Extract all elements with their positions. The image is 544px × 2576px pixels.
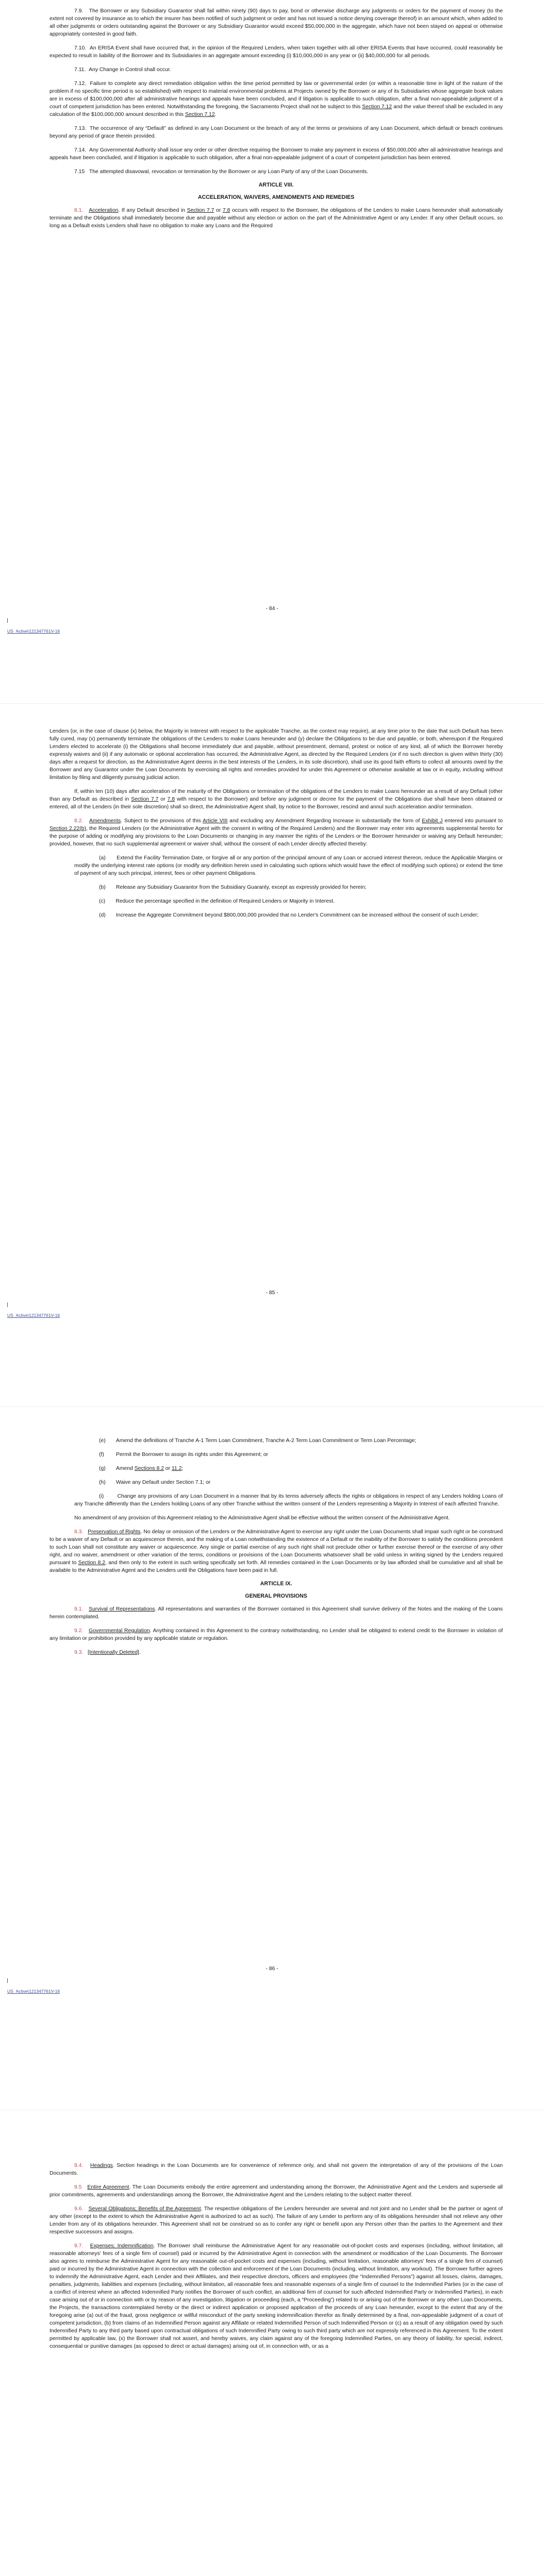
section-title: Acceleration <box>89 208 119 213</box>
clause-8-2-h: (h) Waive any Default under Section 7.1; or <box>99 1480 211 1485</box>
page-number: - 85 - <box>266 1290 278 1296</box>
section-link[interactable]: Section 7.7 <box>187 208 215 213</box>
section-title: Expenses; Indemnification <box>90 2243 154 2249</box>
clause-8-2-e: (e) Amend the definitions of Tranche A-1 Term Loan Commitment, Tranche A-2 Term Loan Commitment or Term Loan Percentage; <box>99 1438 417 1444</box>
section-number: 8.3. <box>74 1529 84 1535</box>
article-9-heading: ARTICLE IX. <box>260 1581 292 1587</box>
section-link[interactable]: 7.8 <box>222 208 230 213</box>
section-9-5: 9.5 Entire Agreement. The Loan Documents embody the entire agreement and understanding among the Borrower, the Administrative Agent and the Lenders and supersede all prior commitments, agreements and understandings among the Borrower, the Administrative Agent and the Lenders relating to the subject matter thereof. <box>50 2184 503 2198</box>
section-title: Amendments <box>89 818 121 824</box>
section-link[interactable]: Section 7.7 <box>131 796 159 802</box>
section-title: Governmental Regulation <box>89 1628 150 1634</box>
page-87 <box>0 2110 544 2576</box>
clause-8-2-f: (f) Permit the Borrower to assign its rights under this Agreement; or <box>99 1452 269 1458</box>
section-number: 9.1. <box>74 1606 84 1612</box>
section-number: 9.5 <box>74 2184 82 2190</box>
section-link[interactable]: Section 7.12 <box>362 104 392 110</box>
section-title: Preservation of Rights <box>88 1529 141 1535</box>
section-9-4: 9.4. Headings. Section headings in the Loan Documents are for convenience of reference only, and shall not govern the interpretation of any of the provisions of the Loan Documents. <box>50 2163 503 2176</box>
section-link[interactable]: 7.8 <box>167 796 175 802</box>
section-9-2: 9.2. Governmental Regulation. Anything contained in this Agreement to the contrary notwithstanding, no Lender shall be obligated to extend credit to the Borrower in violation of any limitation or prohibition provided by any applicable statute or regulation. <box>50 1628 503 1641</box>
section-link[interactable]: Sections 8.2 <box>134 1466 164 1471</box>
section-7-11: 7.11. Any Change in Control shall occur. <box>74 67 171 73</box>
article-8-heading: ARTICLE VIII. <box>258 182 294 188</box>
page-number: - 86 - <box>266 1966 278 1972</box>
section-9-6: 9.6. Several Obligations; Benefits of the Agreement. The respective obligations of the Lenders hereunder are several and not joint and no Lender shall be the partner or agent of any other (except to the extent to which the Administrative Agent is authorized to act as such). The failure of any Lender to perform any of its obligations hereunder shall not relieve any other Lender from any of its obligations hereunder. This Agreement shall not be construed so as to confer any right or benefit upon any Person other than the parties to the Agreement and their respective successors and assigns. <box>50 2206 503 2235</box>
section-link[interactable]: Section 8.2 <box>78 1560 106 1566</box>
section-7-10: 7.10. An ERISA Event shall have occurred that, in the opinion of the Required Lenders, when taken together with all other ERISA Events that have occurred, could reasonably be expected to result in liability of the Borrower and its Subsidiaries in an aggregate amount exceeding (i) $10,000,000 in any year or (ii) $40,000,000 for all periods. <box>50 45 503 59</box>
section-number: 9.4. <box>74 2163 84 2168</box>
section-9-3: 9.3. [Intentionally Deleted]. <box>74 1650 141 1655</box>
document-id[interactable]: US_Active\121347761V-16 <box>7 1313 60 1318</box>
section-7-12: 7.12. Failure to complete any direct remediation obligation within the time period permitted by law or governmental order (or within a reasonable time in light of the nature of the problem if no specific time period is so established) with respect to material environmental problems at Projects owned by the Borrower or any of its Subsidiaries whose aggregate book values are in excess of $100,000,000 after all administrative hearings and appeals have been concluded, and if litigation is applicable to such obligation, after a final non-appealable judgment of a court of competent jurisdiction has been entered. Notwithstanding the foregoing, the Sacramento Project shall not be subject to this Section 7.12 and the value thereof shall be excluded in any calculation of the $100,000,000 amount described in this Section 7.12. <box>50 81 503 117</box>
document-id[interactable]: US_Active\121347761V-16 <box>7 629 60 634</box>
revision-bar <box>7 1978 8 1983</box>
clause-8-2-c: (c) Reduce the percentage specified in the definition of Required Lenders or Majority in Interest. <box>99 899 335 904</box>
section-8-1-rescission: If, within ten (10) days after acceleration of the maturity of the Obligations or termination of the obligations of the Lenders to make Loans hereunder as a result of any Default (other than any Default as described in Section 7.7 or 7.8 with respect to the Borrower) and before any judgment or decree for the payment of the Obligations due shall have been obtained or entered, all of the Lenders (in their sole discretion) shall so direct, the Administrative Agent shall, by notice to the Borrower, rescind and annul such acceleration and/or termination. <box>50 789 503 810</box>
section-link[interactable]: Exhibit J <box>422 818 443 824</box>
section-title: Survival of Representations <box>89 1606 155 1612</box>
section-7-13: 7.13. The occurrence of any “Default” as defined in any Loan Document or the breach of any of the terms or provisions of any Loan Document, which default or breach continues beyond any period of grace therein provided. <box>50 126 503 139</box>
section-7-9: 7.9. The Borrower or any Subsidiary Guarantor shall fail within ninety (90) days to pay, bond or otherwise discharge any judgments or orders for the payment of money (to the extent not covered by insurance as to which the insurer has been notified of such judgment or order and has not issued a notice denying coverage thereof) in an amount which, when added to all other judgments or orders outstanding against the Borrower or any Subsidiary Guarantor would exceed $50,000,000 in the aggregate, which have not been stayed on appeal or otherwise appropriately contested in good faith. <box>50 8 503 37</box>
section-link[interactable]: Section 2.22(b) <box>50 826 86 832</box>
clause-8-2-a: (a) Extend the Facility Termination Date, or forgive all or any portion of the principal amount of any Loan or accrued interest thereon, reduce the Applicable Margins or modify the underlying interest rate options (or modify any definition herein used in calculating such options which would have the effect of modifying such options) or extend the time of payment of any such principal, interest, fees or other payment Obligations. <box>74 855 503 876</box>
section-7-14: 7.14. Any Governmental Authority shall issue any order or other directive requiring the Borrower to make any payment in excess of $50,000,000 after all administrative hearings and appeals have been concluded, and if litigation is applicable to such obligation, after a final non-appealable judgment of a court of competent jurisdiction has been entered. <box>50 147 503 161</box>
clause-8-2-b: (b) Release any Subsidiary Guarantor from the Subsidiary Guaranty, except as expressly provided for herein; <box>99 885 367 890</box>
section-number: 9.6. <box>74 2206 84 2212</box>
section-9-1: 9.1. Survival of Representations. All representations and warranties of the Borrower contained in this Agreement shall survive delivery of the Notes and the making of the Loans herein contemplated. <box>50 1606 503 1620</box>
section-8-3: 8.3. Preservation of Rights. No delay or omission of the Lenders or the Administrative Agent to exercise any right under the Loan Documents shall impair such right or be construed to be a waiver of any Default or an acquiescence therein, and the making of a Loan notwithstanding the existence of a Default or the inability of the Borrower to satisfy the conditions precedent to such Loan shall not constitute any waiver or acquiescence. Any single or partial exercise of any such right shall not preclude other or further exercise thereof or the exercise of any other right, and no waiver, amendment or other variation of the terms, conditions or provisions of the Loan Documents whatsoever shall be valid unless in writing signed by the Lenders required pursuant to Section 8.2, and then only to the extent in such writing specifically set forth. All remedies contained in the Loan Documents or by law afforded shall be cumulative and all shall be available to the Administrative Agent and the Lenders until the Obligations have been paid in full. <box>50 1529 503 1573</box>
section-title: Headings <box>90 2163 113 2168</box>
clause-8-2-i: (i) Change any provisions of any Loan Document in a manner that by its terms adversely affects the rights or obligations in respect of any Lenders holding Loans of any Tranche differently than the Lenders holding Loans of any other Tranche without the written consent of the Lenders representing a Majority in Interest of each affected Tranche. <box>74 1494 503 1507</box>
section-number: 9.7. <box>74 2243 84 2249</box>
article-8-title: ACCELERATION, WAIVERS, AMENDMENTS AND REMEDIES <box>197 194 355 200</box>
section-title: Several Obligations; Benefits of the Agreement <box>88 2206 201 2212</box>
section-8-1-continued: Lenders (or, in the case of clause (x) below, the Majority in Interest with respect to the applicable Tranche, as the context may require), at any time prior to the date that such Default has been fully cured, may (x) permanently terminate the obligations of the Lenders to make Loans hereunder and (y) declare the Obligations to be due and payable, or both, whereupon if the Required Lenders elected to accelerate (i) the Obligations shall become immediately due and payable, without presentment, demand, protest or notice of any kind, all of which the Borrower hereby expressly waives and (ii) if any automatic or optional acceleration has occurred, the Administrative Agent, as directed by the Required Lenders (or if no such direction is given within thirty (30) days after a request for direction, as the Administrative Agent deems in the best interests of the Lenders, in its sole discretion), shall use its good faith efforts to collect all amounts owed by the Borrower and any Guarantor under the Loan Documents by exercising all rights and remedies provided for under this Agreement or otherwise available at law or in equity, including without limitation by filing and diligently pursuing judicial action. <box>50 728 503 781</box>
section-number: 8.2. <box>74 818 84 824</box>
section-8-2: 8.2. Amendments. Subject to the provisions of this Article VIII and excluding any Amendment Regarding Increase in substantially the form of Exhibit J entered into pursuant to Section 2.22(b), the Required Lenders (or the Administrative Agent with the consent in writing of the Required Lenders) and the Borrower may enter into agreements supplemental hereto for the purpose of adding or modifying any provisions to the Loan Documents or changing in any manner the rights of the Lenders or the Borrower hereunder or waiving any Default hereunder; provided, however, that no such supplemental agreement or waiver shall, without the consent of each Lender directly affected thereby: <box>50 818 503 847</box>
article-9-title: GENERAL PROVISIONS <box>245 1593 307 1599</box>
document-id[interactable]: US_Active\121347761V-16 <box>7 1989 60 1994</box>
section-8-1: 8.1. Acceleration. If any Default described in Section 7.7 or 7.8 occurs with respect to the Borrower, the obligations of the Lenders to make Loans hereunder shall automatically terminate and the Obligations shall immediately become due and payable without any election or action on the part of the Administrative Agent or any Lender. If any other Default occurs, so long as a Default exists Lenders shall have no obligation to make any Loans and the Required <box>50 208 503 229</box>
section-number: 9.2. <box>74 1628 84 1634</box>
page-86 <box>0 1406 544 2110</box>
section-9-7: 9.7. Expenses; Indemnification. The Borrower shall reimburse the Administrative Agent for any reasonable out-of-pocket costs and expenses (including, without limitation, all reasonable attorneys' fees of a single firm of counsel) paid or incurred by the Administrative Agent in connection with the amendment or modification of the Loan Documents. The Borrower also agrees to reimburse the Administrative Agent for any reasonable out-of-pocket costs and expenses (including, without limitation, reasonable attorneys' fees of a single firm of counsel) paid or incurred by the Administrative Agent in connection with the collection and enforcement of the Loan Documents (including, without limitation, any workout). The Borrower further agrees to indemnify the Administrative Agent, each Lender and their Affiliates, and their respective directors, officers and employees (the “Indemnified Persons”) against all losses, claims, damages, penalties, judgments, liabilities and expenses (including, without limitation, all reasonable fees and reasonable expenses of a single firm of counsel to the Indemnified Parties (or in the case of a conflict of interest where an affected Indemnified Party notifies the Borrower of such conflict, an additional firm of counsel for such affected Indemnified Party or Indemnified Parties), in each case arising out of or in connection with or by reason of any investigation, litigation or proceeding (each, a “Proceeding”) related to or arising out of the Borrower or any other Loan Documents, the Projects, the transactions contemplated hereby or the direct or indirect application or proposed application of the proceeds of any Loan hereunder, except to the extent that any of the foregoing arise (a) out of the fraud, gross negligence or willful misconduct of the party seeking indemnification therefor as finally determined by a final, non-appealable judgment of a court of competent jurisdiction, (b) from claims of an Indemnified Person against any Affiliate or related Indemnified Person of such Indemnified Person or (c) as a result of any obligation owed by such Indemnified Party to any third party based upon contractual obligations of such Indemnified Party owing to such third party which are not expressly referenced in this Agreement. To the extent permitted by applicable law, (x) the Borrower shall not assert, and hereby waives, any claim against any of the foregoing Indemnified Parties, on any theory of liability, for special, indirect, consequential or punitive damages (as opposed to direct or actual damages) arising out of, in connection with, or as a <box>50 2243 503 2349</box>
section-title: [Intentionally Deleted] <box>88 1650 139 1655</box>
page-84 <box>0 0 544 703</box>
revision-bar <box>7 1302 8 1307</box>
section-link[interactable]: Article VIII <box>202 818 228 824</box>
page-85 <box>0 703 544 1406</box>
clause-8-2-g: (g) Amend Sections 8.2 or 11.2; <box>99 1466 184 1471</box>
section-7-15: 7.15 The attempted disavowal, revocation or termination by the Borrower or any Loan Party of any of the Loan Documents. <box>74 169 369 175</box>
page-number: - 84 - <box>266 606 278 612</box>
section-number: 9.3. <box>74 1650 84 1655</box>
section-8-2-agent-consent: No amendment of any provision of this Agreement relating to the Administrative Agent shall be effective without the written consent of the Administrative Agent. <box>74 1515 450 1521</box>
section-link[interactable]: Section 7.12 <box>185 112 215 117</box>
revision-bar <box>7 618 8 623</box>
section-title: Entire Agreement <box>87 2184 129 2190</box>
clause-8-2-d: (d) Increase the Aggregate Commitment beyond $800,000,000 provided that no Lender's Commitment can be increased without the consent of such Lender; <box>99 912 479 918</box>
section-link[interactable]: 11.2 <box>171 1466 182 1471</box>
section-number: 8.1. <box>74 208 84 213</box>
